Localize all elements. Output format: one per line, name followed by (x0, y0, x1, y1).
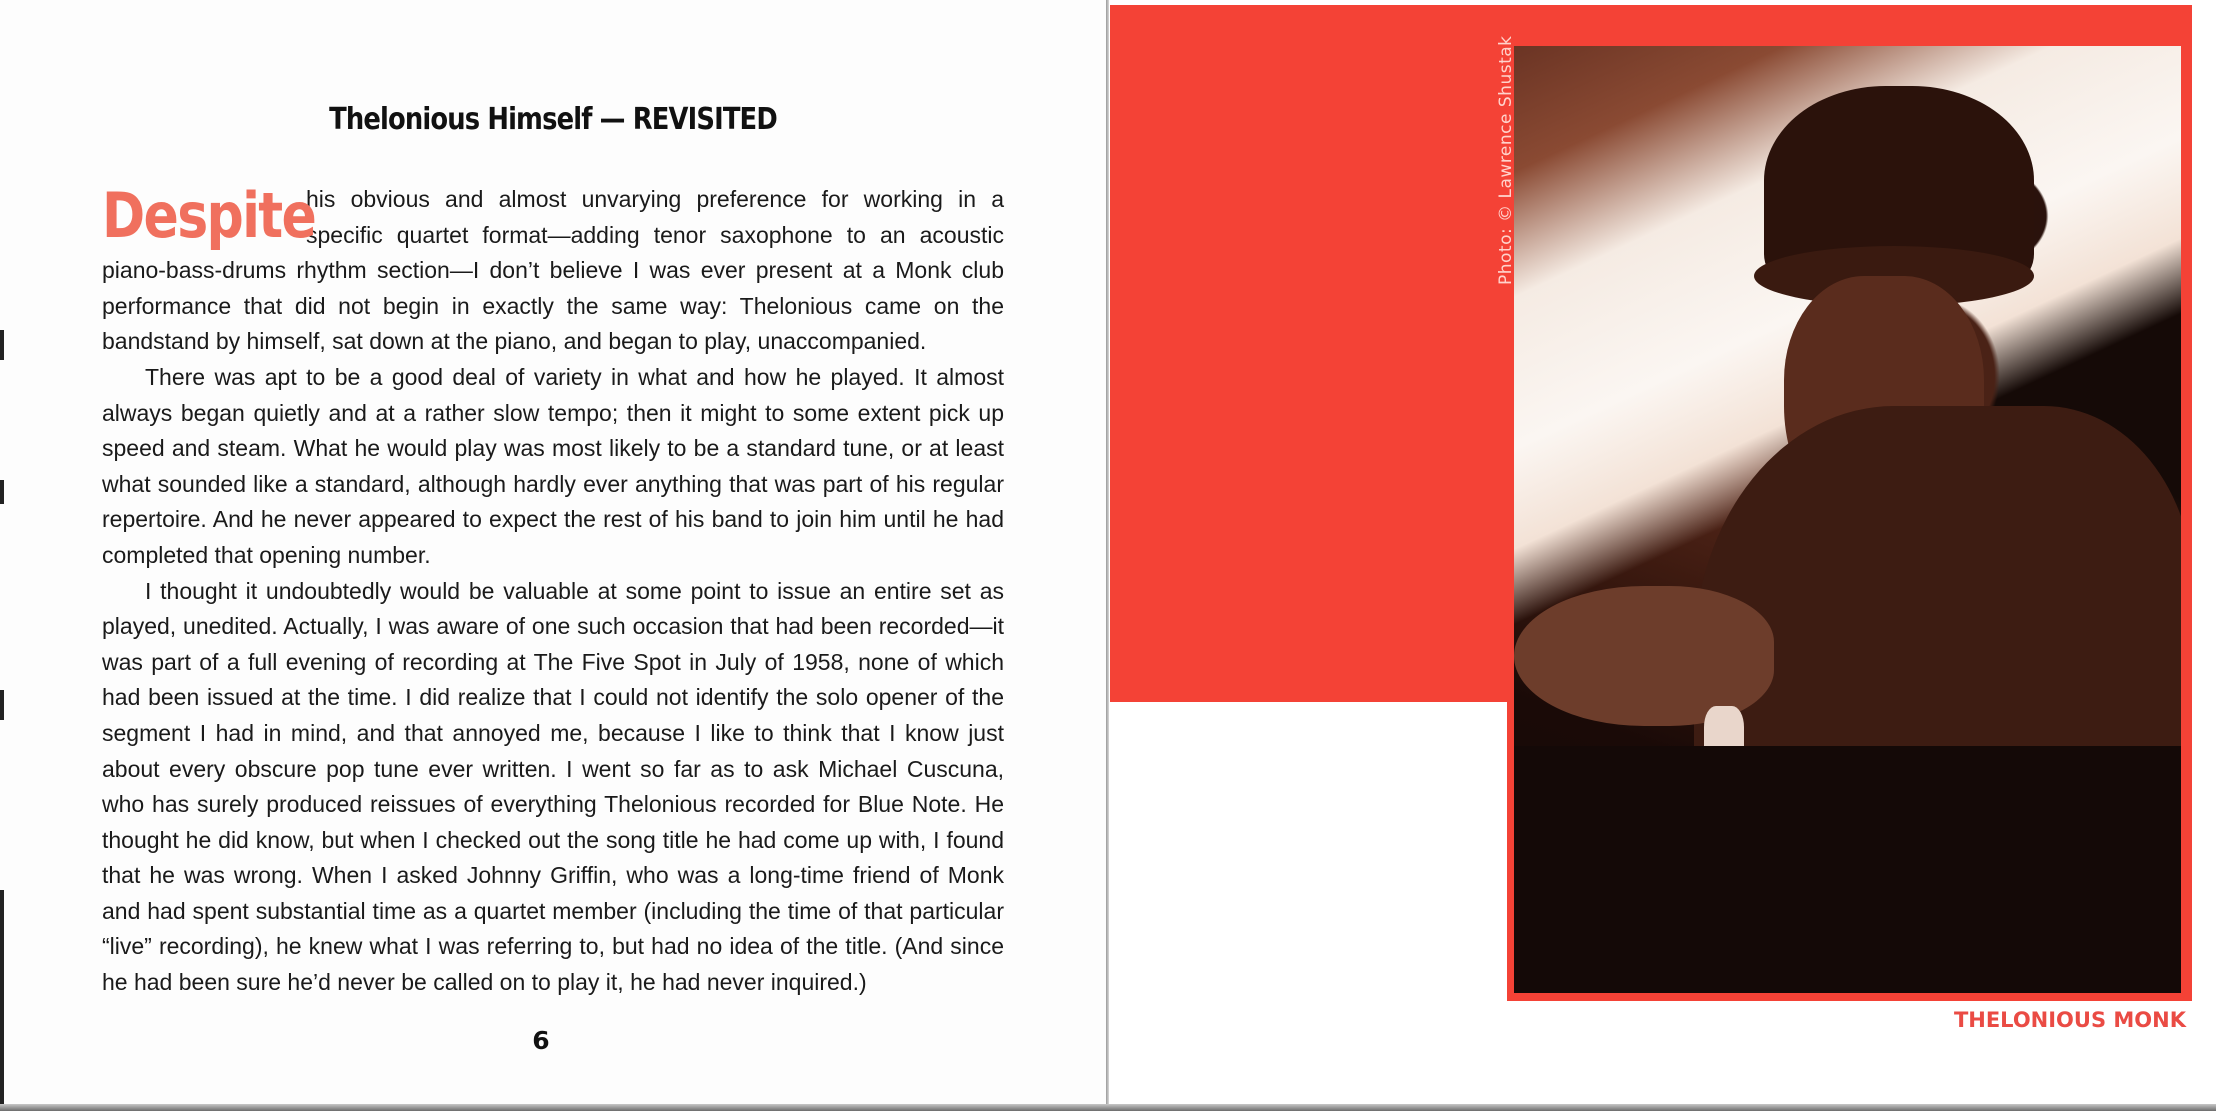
scan-edge-mark (0, 330, 4, 360)
scan-bottom-edge (0, 1104, 2216, 1111)
scan-edge-mark (0, 690, 4, 720)
article-body (102, 179, 1004, 1001)
drop-cap: Despite (102, 179, 316, 252)
scan-edge-mark (0, 890, 4, 1104)
page-number: 6 (532, 1026, 550, 1055)
paragraph-text: his obvious and almost unvarying preference for working in a specific quartet format—adding tenor saxophone to an acoustic piano-bass-drums rhythm section—I don’t believe I was ever present at a Monk club performance that did not begin in exactly the same way: Thelonious came on the bandstand by himself, sat down at the piano, and began to play, unaccompanied. (102, 186, 1004, 355)
paragraph-1 (102, 179, 1004, 360)
article-title: Thelonious Himself — REVISITED (329, 102, 777, 137)
left-page (0, 0, 1106, 1104)
paragraph-2: There was apt to be a good deal of variety in what and how he played. It almost always began quietly and at a rather slow tempo; then it might to some extent pick up speed and steam. What he would play was most likely to be a standard tune, or at least what sounded like a standard, although hardly ever anything that was part of his regular repertoire. And he never appeared to expect the rest of his band to join him until he had completed that opening number. (102, 363, 1004, 568)
dark-foreground (1514, 746, 2181, 993)
photo-credit: Photo: © Lawrence Shustak (1496, 35, 1516, 285)
hands-shape (1514, 586, 1774, 726)
paragraph-3: I thought it undoubtedly would be valuable at some point to issue an entire set as played, unedited. Actually, I was aware of one such occasion that had been recorded—it was part of a full evening of recording at The Five Spot in July of 1958, none of which had been issued at the time. I did realize that I could not identify the solo opener of the segment I had in mind, and that annoyed me, because I like to think that I know just about every obscure pop tune ever written. I went so far as to ask Michael Cuscuna, who has surely produced reissues of everything Thelonious recorded for Blue Note. He thought he did know, but when I checked out the song title he had come up with, I found that he was wrong. When I asked Johnny Griffin, who was a long-time friend of Monk and had spent substantial time as a quartet member (including the time of that particular “live” recording), he knew what I was referring to, but had no idea of the title. (And since he had been sure he’d never be called on to play it, he had never inquired.) (102, 577, 1004, 996)
photo-caption: THELONIOUS MONK (1953, 1008, 2186, 1032)
scan-edge-mark (0, 480, 4, 504)
monk-photo (1514, 46, 2181, 993)
